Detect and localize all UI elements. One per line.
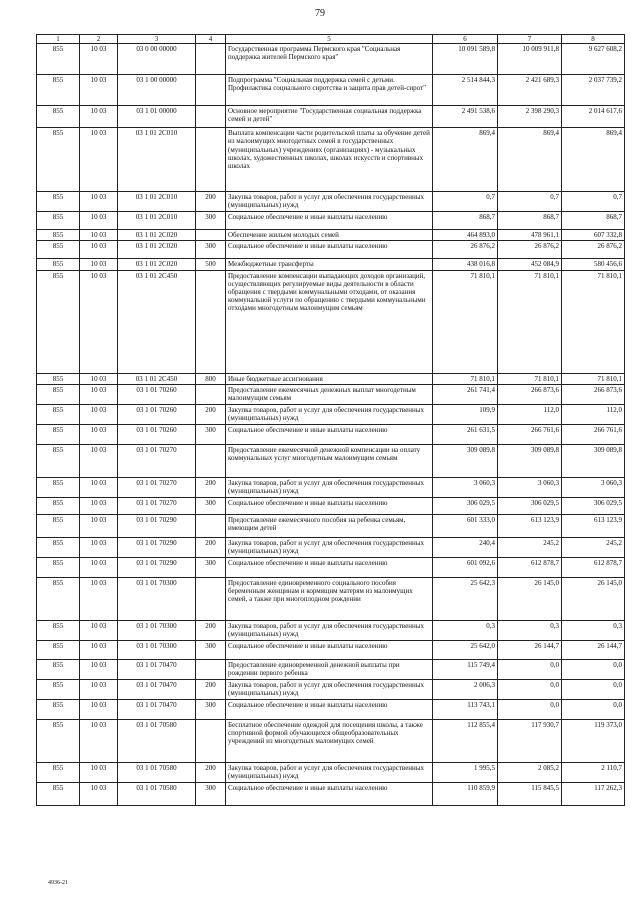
col-3-target-article: 03 1 01 70270 xyxy=(118,444,196,477)
col-7-amount: 245,2 xyxy=(498,537,562,557)
col-8-amount: 117 262,3 xyxy=(562,782,625,805)
col-1-code: 855 xyxy=(37,444,80,477)
header-col-2: 2 xyxy=(80,35,118,44)
col-8-amount: 612 878,7 xyxy=(562,557,625,577)
col-6-amount: 112 855,4 xyxy=(433,719,498,762)
col-1-code: 855 xyxy=(37,270,80,373)
col-8-amount: 0,0 xyxy=(562,659,625,679)
col-4-expense-type xyxy=(196,44,226,75)
col-4-expense-type: 200 xyxy=(196,477,226,497)
col-3-target-article: 03 1 01 70260 xyxy=(118,404,196,424)
col-6-amount: 438 016,8 xyxy=(433,259,498,270)
col-7-amount: 117 930,7 xyxy=(498,719,562,762)
col-2-section: 10 03 xyxy=(80,537,118,557)
col-1-code: 855 xyxy=(37,373,80,384)
col-6-amount: 71 810,1 xyxy=(433,270,498,373)
col-8-amount: 0,0 xyxy=(562,699,625,719)
col-7-amount: 2 421 689,3 xyxy=(498,75,562,106)
col-8-amount: 306 029,5 xyxy=(562,497,625,514)
col-6-amount: 601 333,0 xyxy=(433,514,498,537)
col-1-code: 855 xyxy=(37,659,80,679)
col-1-code: 855 xyxy=(37,620,80,640)
col-4-expense-type xyxy=(196,75,226,106)
header-col-4: 4 xyxy=(196,35,226,44)
col-7-amount: 266 873,6 xyxy=(498,384,562,404)
budget-table xyxy=(36,34,625,806)
header-col-8: 8 xyxy=(562,35,625,44)
col-2-section: 10 03 xyxy=(80,230,118,241)
col-2-section: 10 03 xyxy=(80,241,118,259)
col-2-section: 10 03 xyxy=(80,212,118,230)
col-7-amount: 868,7 xyxy=(498,212,562,230)
col-8-amount: 9 627 608,2 xyxy=(562,44,625,75)
col-8-amount: 26 145,0 xyxy=(562,577,625,620)
col-3-target-article: 03 1 01 2C010 xyxy=(118,128,196,192)
header-col-7: 7 xyxy=(498,35,562,44)
col-5-description: Предоставление компенсации выпадающих доходов организаций, осуществляющих регулируемые виды деятельности в области обращения с твердыми коммунальными отходами, от оказания коммунальной услуги по обращению с твердыми коммунальными отходами многодетным малоимущим семьям xyxy=(226,270,433,373)
col-1-code: 855 xyxy=(37,514,80,537)
col-4-expense-type: 300 xyxy=(196,557,226,577)
col-1-code: 855 xyxy=(37,241,80,259)
col-5-description: Социальное обеспечение и иные выплаты населению xyxy=(226,557,433,577)
col-3-target-article: 03 1 01 70270 xyxy=(118,497,196,514)
col-3-target-article: 03 1 01 2C450 xyxy=(118,270,196,373)
col-4-expense-type: 300 xyxy=(196,212,226,230)
col-7-amount: 71 810,1 xyxy=(498,373,562,384)
col-4-expense-type xyxy=(196,514,226,537)
col-5-description: Закупка товаров, работ и услуг для обеспечения государственных (муниципальных) нужд xyxy=(226,192,433,212)
col-4-expense-type: 300 xyxy=(196,497,226,514)
col-2-section: 10 03 xyxy=(80,699,118,719)
col-4-expense-type xyxy=(196,270,226,373)
col-7-amount: 71 810,1 xyxy=(498,270,562,373)
header-col-5: 5 xyxy=(226,35,433,44)
col-1-code: 855 xyxy=(37,44,80,75)
table-row xyxy=(37,477,625,497)
table-row xyxy=(37,497,625,514)
col-2-section: 10 03 xyxy=(80,373,118,384)
col-6-amount: 110 859,9 xyxy=(433,782,498,805)
table-row xyxy=(37,699,625,719)
col-7-amount: 0,3 xyxy=(498,620,562,640)
col-4-expense-type: 800 xyxy=(196,373,226,384)
table-row xyxy=(37,782,625,805)
col-3-target-article: 03 1 01 2C450 xyxy=(118,373,196,384)
col-7-amount: 309 089,8 xyxy=(498,444,562,477)
col-1-code: 855 xyxy=(37,128,80,192)
table-row xyxy=(37,404,625,424)
col-1-code: 855 xyxy=(37,640,80,659)
col-1-code: 855 xyxy=(37,230,80,241)
col-2-section: 10 03 xyxy=(80,719,118,762)
header-row xyxy=(37,35,625,44)
header-col-1: 1 xyxy=(37,35,80,44)
col-5-description: Иные бюджетные ассигнования xyxy=(226,373,433,384)
col-6-amount: 2 491 538,6 xyxy=(433,106,498,128)
col-6-amount: 0,3 xyxy=(433,620,498,640)
table-row xyxy=(37,659,625,679)
col-1-code: 855 xyxy=(37,384,80,404)
col-5-description: Социальное обеспечение и иные выплаты населению xyxy=(226,699,433,719)
col-6-amount: 3 060,3 xyxy=(433,477,498,497)
col-4-expense-type xyxy=(196,384,226,404)
col-4-expense-type xyxy=(196,577,226,620)
col-2-section: 10 03 xyxy=(80,384,118,404)
col-3-target-article: 03 1 01 70270 xyxy=(118,477,196,497)
footer-code: 4936-21 xyxy=(48,880,68,886)
col-4-expense-type: 200 xyxy=(196,679,226,699)
col-8-amount: 245,2 xyxy=(562,537,625,557)
col-5-description: Государственная программа Пермского края "Социальная поддержка жителей Пермского края" xyxy=(226,44,433,75)
col-1-code: 855 xyxy=(37,719,80,762)
col-2-section: 10 03 xyxy=(80,44,118,75)
table-row xyxy=(37,241,625,259)
col-8-amount: 71 810,1 xyxy=(562,270,625,373)
col-4-expense-type xyxy=(196,106,226,128)
col-7-amount: 115 845,5 xyxy=(498,782,562,805)
table-row xyxy=(37,424,625,444)
col-7-amount: 306 029,5 xyxy=(498,497,562,514)
col-1-code: 855 xyxy=(37,404,80,424)
col-7-amount: 478 961,1 xyxy=(498,230,562,241)
col-1-code: 855 xyxy=(37,497,80,514)
col-5-description: Социальное обеспечение и иные выплаты населению xyxy=(226,782,433,805)
header-col-6: 6 xyxy=(433,35,498,44)
col-4-expense-type xyxy=(196,719,226,762)
col-1-code: 855 xyxy=(37,699,80,719)
table-row xyxy=(37,384,625,404)
col-5-description: Основное мероприятие "Государственная социальная поддержка семей и детей" xyxy=(226,106,433,128)
col-1-code: 855 xyxy=(37,557,80,577)
col-8-amount: 607 332,8 xyxy=(562,230,625,241)
col-8-amount: 112,0 xyxy=(562,404,625,424)
col-4-expense-type xyxy=(196,444,226,477)
col-6-amount: 26 876,2 xyxy=(433,241,498,259)
col-2-section: 10 03 xyxy=(80,192,118,212)
col-3-target-article: 03 1 01 70290 xyxy=(118,557,196,577)
col-2-section: 10 03 xyxy=(80,762,118,782)
table-row xyxy=(37,640,625,659)
col-4-expense-type: 500 xyxy=(196,259,226,270)
col-3-target-article: 03 1 01 70290 xyxy=(118,537,196,557)
col-4-expense-type: 300 xyxy=(196,782,226,805)
col-1-code: 855 xyxy=(37,259,80,270)
col-4-expense-type: 300 xyxy=(196,241,226,259)
col-4-expense-type: 300 xyxy=(196,699,226,719)
table-row xyxy=(37,577,625,620)
col-8-amount: 309 089,8 xyxy=(562,444,625,477)
col-3-target-article: 03 1 01 70470 xyxy=(118,699,196,719)
col-2-section: 10 03 xyxy=(80,577,118,620)
col-5-description: Выплата компенсации части родительской платы за обучение детей из малоимущих многодетных семей в государственных (муниципальных) учреждениях (организациях) - музыкальных школах, художественных школах, школах искусств и спортивных школах xyxy=(226,128,433,192)
col-1-code: 855 xyxy=(37,212,80,230)
col-1-code: 855 xyxy=(37,577,80,620)
col-1-code: 855 xyxy=(37,106,80,128)
col-8-amount: 2 014 617,6 xyxy=(562,106,625,128)
col-2-section: 10 03 xyxy=(80,259,118,270)
col-8-amount: 71 810,1 xyxy=(562,373,625,384)
col-6-amount: 261 631,5 xyxy=(433,424,498,444)
col-6-amount: 240,4 xyxy=(433,537,498,557)
col-5-description: Предоставление ежемесячной денежной компенсации на оплату коммунальных услуг многодетным малоимущим семьям xyxy=(226,444,433,477)
col-3-target-article: 03 1 01 70470 xyxy=(118,659,196,679)
table-row xyxy=(37,75,625,106)
table-row xyxy=(37,444,625,477)
col-3-target-article: 03 1 01 70300 xyxy=(118,620,196,640)
col-6-amount: 1 995,5 xyxy=(433,762,498,782)
col-7-amount: 452 084,9 xyxy=(498,259,562,270)
col-5-description: Предоставление ежемесячных денежных выплат многодетным малоимущим семьям xyxy=(226,384,433,404)
col-2-section: 10 03 xyxy=(80,444,118,477)
col-2-section: 10 03 xyxy=(80,128,118,192)
col-8-amount: 0,3 xyxy=(562,620,625,640)
col-8-amount: 0,0 xyxy=(562,679,625,699)
header-col-3: 3 xyxy=(118,35,196,44)
col-6-amount: 464 893,0 xyxy=(433,230,498,241)
col-7-amount: 613 123,9 xyxy=(498,514,562,537)
col-3-target-article: 03 1 01 70470 xyxy=(118,679,196,699)
col-4-expense-type xyxy=(196,659,226,679)
col-3-target-article: 03 1 01 70300 xyxy=(118,640,196,659)
table-row xyxy=(37,679,625,699)
col-5-description: Бесплатное обеспечение одеждой для посещения школы, а также спортивной формой обучающихся общеобразовательных учреждений из многодетных малоимущих семей xyxy=(226,719,433,762)
col-1-code: 855 xyxy=(37,424,80,444)
col-6-amount: 309 089,8 xyxy=(433,444,498,477)
table-row xyxy=(37,762,625,782)
col-4-expense-type xyxy=(196,230,226,241)
col-1-code: 855 xyxy=(37,762,80,782)
col-5-description: Социальное обеспечение и иные выплаты населению xyxy=(226,241,433,259)
page-number: 79 xyxy=(315,8,325,19)
col-6-amount: 869,4 xyxy=(433,128,498,192)
col-5-description: Закупка товаров, работ и услуг для обеспечения государственных (муниципальных) нужд xyxy=(226,477,433,497)
table-row xyxy=(37,514,625,537)
col-3-target-article: 03 1 01 70580 xyxy=(118,762,196,782)
col-7-amount: 612 878,7 xyxy=(498,557,562,577)
col-8-amount: 2 110,7 xyxy=(562,762,625,782)
col-2-section: 10 03 xyxy=(80,514,118,537)
table-row xyxy=(37,128,625,192)
col-2-section: 10 03 xyxy=(80,659,118,679)
table-row xyxy=(37,259,625,270)
col-7-amount: 112,0 xyxy=(498,404,562,424)
col-3-target-article: 03 1 01 00000 xyxy=(118,106,196,128)
table-row xyxy=(37,192,625,212)
col-8-amount: 26 144,7 xyxy=(562,640,625,659)
col-5-description: Социальное обеспечение и иные выплаты населению xyxy=(226,497,433,514)
col-8-amount: 266 873,6 xyxy=(562,384,625,404)
table-row xyxy=(37,212,625,230)
col-3-target-article: 03 1 01 2C010 xyxy=(118,192,196,212)
col-5-description: Социальное обеспечение и иные выплаты населению xyxy=(226,212,433,230)
col-7-amount: 3 060,3 xyxy=(498,477,562,497)
table-row xyxy=(37,557,625,577)
col-1-code: 855 xyxy=(37,782,80,805)
col-3-target-article: 03 1 01 2C020 xyxy=(118,230,196,241)
col-3-target-article: 03 1 01 70260 xyxy=(118,424,196,444)
table-row xyxy=(37,719,625,762)
col-5-description: Закупка товаров, работ и услуг для обеспечения государственных (муниципальных) нужд xyxy=(226,762,433,782)
col-7-amount: 0,0 xyxy=(498,659,562,679)
col-6-amount: 115 749,4 xyxy=(433,659,498,679)
col-2-section: 10 03 xyxy=(80,270,118,373)
col-5-description: Предоставление ежемесячного пособия на ребенка семьям, имеющим детей xyxy=(226,514,433,537)
col-5-description: Межбюджетные трансферты xyxy=(226,259,433,270)
col-4-expense-type: 300 xyxy=(196,640,226,659)
col-4-expense-type: 200 xyxy=(196,762,226,782)
col-7-amount: 10 009 911,8 xyxy=(498,44,562,75)
col-5-description: Закупка товаров, работ и услуг для обеспечения государственных (муниципальных) нужд xyxy=(226,537,433,557)
col-6-amount: 261 741,4 xyxy=(433,384,498,404)
table-row xyxy=(37,537,625,557)
col-4-expense-type: 200 xyxy=(196,192,226,212)
col-6-amount: 306 029,5 xyxy=(433,497,498,514)
col-2-section: 10 03 xyxy=(80,404,118,424)
col-4-expense-type: 200 xyxy=(196,537,226,557)
col-1-code: 855 xyxy=(37,679,80,699)
col-6-amount: 10 091 589,8 xyxy=(433,44,498,75)
col-6-amount: 71 810,1 xyxy=(433,373,498,384)
col-7-amount: 26 144,7 xyxy=(498,640,562,659)
col-3-target-article: 03 0 00 00000 xyxy=(118,44,196,75)
col-3-target-article: 03 1 00 00000 xyxy=(118,75,196,106)
col-6-amount: 2 514 844,3 xyxy=(433,75,498,106)
col-7-amount: 0,0 xyxy=(498,699,562,719)
col-2-section: 10 03 xyxy=(80,620,118,640)
col-8-amount: 868,7 xyxy=(562,212,625,230)
col-4-expense-type: 200 xyxy=(196,404,226,424)
col-8-amount: 266 761,6 xyxy=(562,424,625,444)
col-2-section: 10 03 xyxy=(80,106,118,128)
col-3-target-article: 03 1 01 70580 xyxy=(118,719,196,762)
table-row xyxy=(37,106,625,128)
col-4-expense-type: 200 xyxy=(196,620,226,640)
col-2-section: 10 03 xyxy=(80,640,118,659)
col-6-amount: 109,9 xyxy=(433,404,498,424)
col-3-target-article: 03 1 01 2C010 xyxy=(118,212,196,230)
col-5-description: Подпрограмма "Социальная поддержка семей с детьми. Профилактика социального сиротства и защита прав детей-сирот" xyxy=(226,75,433,106)
col-7-amount: 2 085,2 xyxy=(498,762,562,782)
table-row xyxy=(37,270,625,373)
col-3-target-article: 03 1 01 2C020 xyxy=(118,241,196,259)
col-6-amount: 25 642,0 xyxy=(433,640,498,659)
col-8-amount: 0,7 xyxy=(562,192,625,212)
col-3-target-article: 03 1 01 70580 xyxy=(118,782,196,805)
col-8-amount: 119 373,0 xyxy=(562,719,625,762)
col-1-code: 855 xyxy=(37,537,80,557)
col-2-section: 10 03 xyxy=(80,75,118,106)
col-4-expense-type xyxy=(196,128,226,192)
col-2-section: 10 03 xyxy=(80,782,118,805)
col-7-amount: 26 145,0 xyxy=(498,577,562,620)
col-5-description: Закупка товаров, работ и услуг для обеспечения государственных (муниципальных) нужд xyxy=(226,679,433,699)
col-5-description: Предоставление единовременного социального пособия беременным женщинам и кормящим матерям из малоимущих семей, а также при многоплодном рождении xyxy=(226,577,433,620)
col-5-description: Предоставление единовременной денежной выплаты при рождении первого ребенка xyxy=(226,659,433,679)
col-8-amount: 3 060,3 xyxy=(562,477,625,497)
col-5-description: Закупка товаров, работ и услуг для обеспечения государственных (муниципальных) нужд xyxy=(226,404,433,424)
table-row xyxy=(37,373,625,384)
col-6-amount: 25 642,3 xyxy=(433,577,498,620)
col-6-amount: 113 743,1 xyxy=(433,699,498,719)
col-6-amount: 601 092,6 xyxy=(433,557,498,577)
col-7-amount: 0,0 xyxy=(498,679,562,699)
col-8-amount: 580 456,6 xyxy=(562,259,625,270)
col-3-target-article: 03 1 01 70300 xyxy=(118,577,196,620)
col-1-code: 855 xyxy=(37,477,80,497)
col-3-target-article: 03 1 01 70260 xyxy=(118,384,196,404)
col-2-section: 10 03 xyxy=(80,477,118,497)
col-5-description: Социальное обеспечение и иные выплаты населению xyxy=(226,424,433,444)
col-4-expense-type: 300 xyxy=(196,424,226,444)
table-row xyxy=(37,620,625,640)
col-8-amount: 2 037 739,2 xyxy=(562,75,625,106)
table-row xyxy=(37,230,625,241)
col-7-amount: 869,4 xyxy=(498,128,562,192)
col-2-section: 10 03 xyxy=(80,497,118,514)
col-1-code: 855 xyxy=(37,192,80,212)
col-7-amount: 0,7 xyxy=(498,192,562,212)
col-2-section: 10 03 xyxy=(80,557,118,577)
col-2-section: 10 03 xyxy=(80,424,118,444)
col-8-amount: 613 123,9 xyxy=(562,514,625,537)
col-6-amount: 2 006,3 xyxy=(433,679,498,699)
col-8-amount: 26 876,2 xyxy=(562,241,625,259)
col-7-amount: 2 398 290,3 xyxy=(498,106,562,128)
col-3-target-article: 03 1 01 2C020 xyxy=(118,259,196,270)
col-6-amount: 868,7 xyxy=(433,212,498,230)
col-1-code: 855 xyxy=(37,75,80,106)
col-7-amount: 26 876,2 xyxy=(498,241,562,259)
col-5-description: Закупка товаров, работ и услуг для обеспечения государственных (муниципальных) нужд xyxy=(226,620,433,640)
col-3-target-article: 03 1 01 70290 xyxy=(118,514,196,537)
col-6-amount: 0,7 xyxy=(433,192,498,212)
col-2-section: 10 03 xyxy=(80,679,118,699)
col-7-amount: 266 761,6 xyxy=(498,424,562,444)
col-5-description: Обеспечение жильем молодых семей xyxy=(226,230,433,241)
col-8-amount: 869,4 xyxy=(562,128,625,192)
col-5-description: Социальное обеспечение и иные выплаты населению xyxy=(226,640,433,659)
table-row xyxy=(37,44,625,75)
